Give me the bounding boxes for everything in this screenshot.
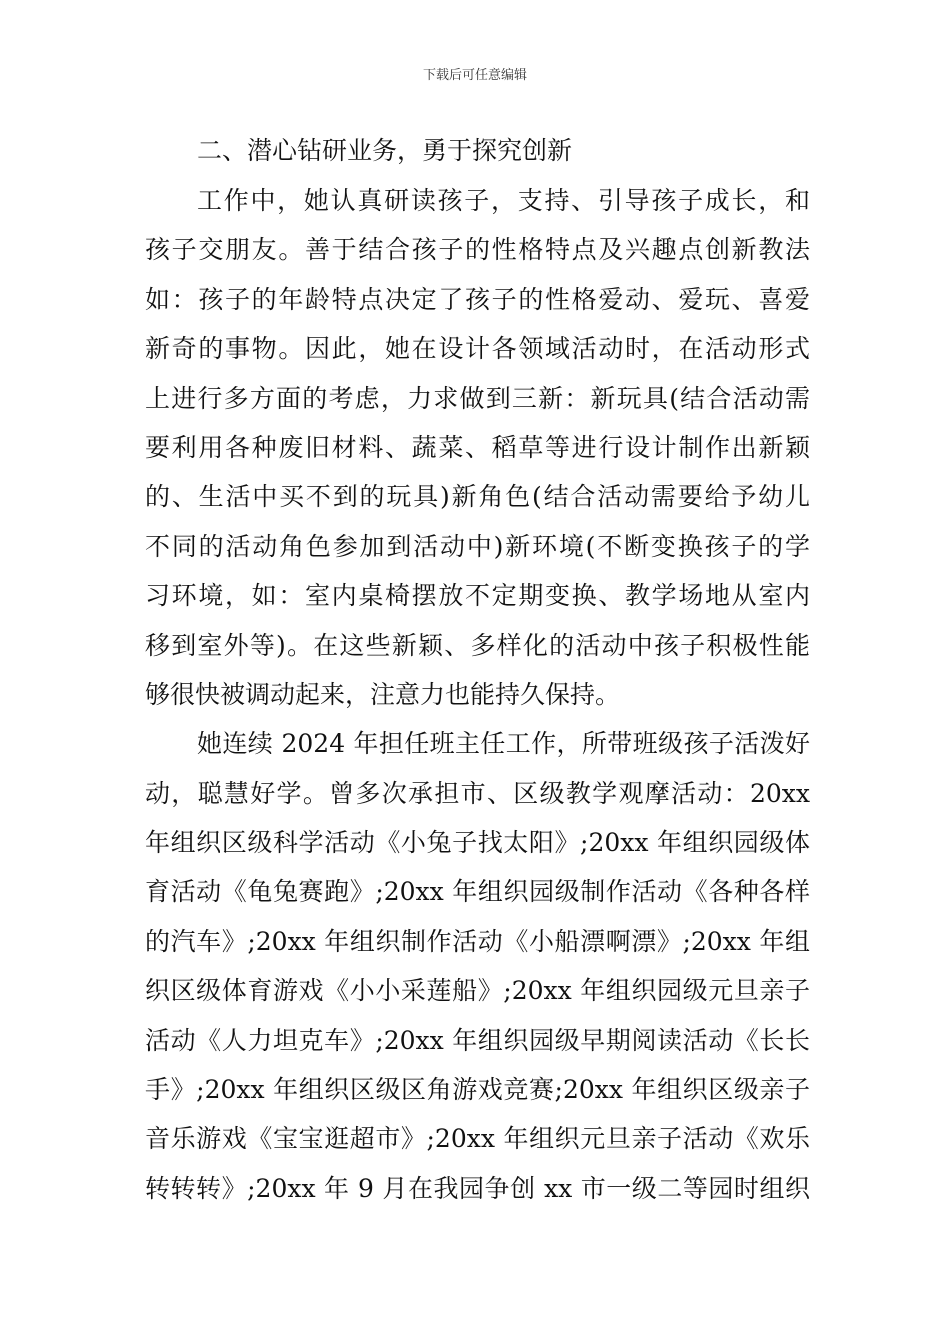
text-line: 织区级体育游戏《小小采莲船》;20xx 年组织园级元旦亲子 xyxy=(145,976,810,1006)
text-line: 她连续 2024 年担任班主任工作，所带班级孩子活泼好 xyxy=(197,729,810,759)
text-line: 动，聪慧好学。曾多次承担市、区级教学观摩活动：20xx xyxy=(145,778,810,808)
text-line: 手》;20xx 年组织区级区角游戏竞赛;20xx 年组织区级亲子 xyxy=(145,1075,810,1105)
text-line: 音乐游戏《宝宝逛超市》;20xx 年组织元旦亲子活动《欢乐 xyxy=(145,1124,810,1154)
text-line: 不同的活动角色参加到活动中)新环境(不断变换孩子的学 xyxy=(145,531,810,561)
text-line: 新奇的事物。因此，她在设计各领域活动时，在活动形式 xyxy=(145,334,810,364)
text-line: 移到室外等)。在这些新颖、多样化的活动中孩子积极性能 xyxy=(145,630,810,660)
paragraph-2 xyxy=(145,719,810,1213)
paragraph-1 xyxy=(145,176,810,719)
text-line: 年组织区级科学活动《小兔子找太阳》;20xx 年组织园级体 xyxy=(145,828,810,858)
text-line: 够很快被调动起来，注意力也能持久保持。 xyxy=(145,679,621,709)
header-note: 下载后可任意编辑 xyxy=(422,68,527,83)
text-line: 习环境，如：室内桌椅摆放不定期变换、教学场地从室内 xyxy=(145,581,810,611)
section-heading: 二、潜心钻研业务，勇于探究创新 xyxy=(197,136,573,165)
text-line: 上进行多方面的考虑，力求做到三新：新玩具(结合活动需 xyxy=(145,383,810,413)
text-line: 育活动《龟兔赛跑》;20xx 年组织园级制作活动《各种各样 xyxy=(145,877,810,907)
text-line: 转转转》;20xx 年 9 月在我园争创 xx 市一级二等园时组织 xyxy=(145,1173,810,1203)
text-line: 如：孩子的年龄特点决定了孩子的性格爱动、爱玩、喜爱 xyxy=(145,284,810,314)
document-body xyxy=(145,126,810,1213)
text-line: 活动《人力坦克车》;20xx 年组织园级早期阅读活动《长长 xyxy=(145,1025,810,1055)
text-line: 孩子交朋友。善于结合孩子的性格特点及兴趣点创新教法 xyxy=(145,235,810,265)
text-line: 要利用各种废旧材料、蔬菜、稻草等进行设计制作出新颖 xyxy=(145,432,810,462)
text-line: 的、生活中买不到的玩具)新角色(结合活动需要给予幼儿 xyxy=(145,482,810,512)
text-line: 工作中，她认真研读孩子，支持、引导孩子成长，和 xyxy=(197,186,810,215)
text-line: 的汽车》;20xx 年组织制作活动《小船漂啊漂》;20xx 年组 xyxy=(145,926,810,956)
